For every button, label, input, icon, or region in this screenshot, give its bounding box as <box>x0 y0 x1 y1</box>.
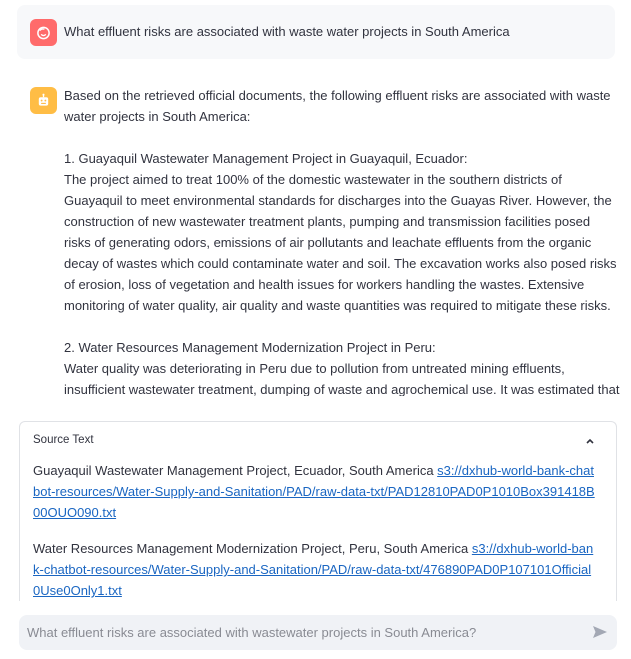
source-label: Guayaquil Wastewater Management Project, Ecuador, South America <box>33 463 438 478</box>
chevron-up-icon[interactable] <box>584 435 596 447</box>
user-avatar <box>30 19 57 46</box>
answer-item-body: The project aimed to treat 100% of the domestic wastewater in the southern districts of Guayaquil to meet environmental standards for discharges into the Guayas River. However, the construction of new wastewater treatment plants, pumping and transmission facilities posed risks of generating odors, emissions of air pollutants and leachate effluents from the organic decay of wastes which could contaminate water and soil. The excavation works also posed risks of erosion, loss of vegetation and health issues for workers handling the wastes. Extensive monitoring of water quality, air quality and waste quantities was required to mitigate these risks. <box>64 172 617 313</box>
source-text-expander-header[interactable] <box>20 422 616 460</box>
answer-item-heading: 2. Water Resources Management Modernization Project in Peru: <box>64 340 436 355</box>
answer-intro: Based on the retrieved official documents, the following effluent risks are associated with waste water projects in South America: <box>64 88 611 124</box>
source-label: Water Resources Management Modernization Project, Peru, South America <box>33 541 472 556</box>
user-face-icon <box>36 25 51 40</box>
chat-input-bar <box>19 615 617 650</box>
source-item <box>33 538 598 601</box>
robot-icon <box>36 93 51 108</box>
source-item <box>33 460 598 523</box>
send-icon[interactable] <box>592 625 608 639</box>
source-link[interactable]: s3://dxhub-world-bank-chatbot-resources/Water-Supply-and-Sanitation/PAD/raw-data-txt/PAD12810PAD0P1010Box391418B00OUO090.txt <box>33 463 595 520</box>
answer-item-body: Water quality was deteriorating in Peru due to pollution from untreated mining effluents, insufficient wastewater treatment, dumping of waste and agrochemical use. It was estimated that <box>64 361 620 396</box>
chat-input[interactable] <box>19 615 579 650</box>
expander-title: Source Text <box>33 434 94 446</box>
source-link[interactable]: s3://dxhub-world-bank-chatbot-resources/Water-Supply-and-Sanitation/PAD/raw-data-txt/476890PAD0P107101Official0Use0Only1.txt <box>33 541 594 598</box>
user-message <box>17 5 615 59</box>
answer-item-heading: 1. Guayaquil Wastewater Management Project in Guayaquil, Ecuador: <box>64 151 468 166</box>
assistant-avatar <box>30 87 57 114</box>
assistant-answer <box>64 85 620 396</box>
source-text-expander <box>19 421 617 601</box>
user-message-text: What effluent risks are associated with waste water projects in South America <box>64 24 510 39</box>
